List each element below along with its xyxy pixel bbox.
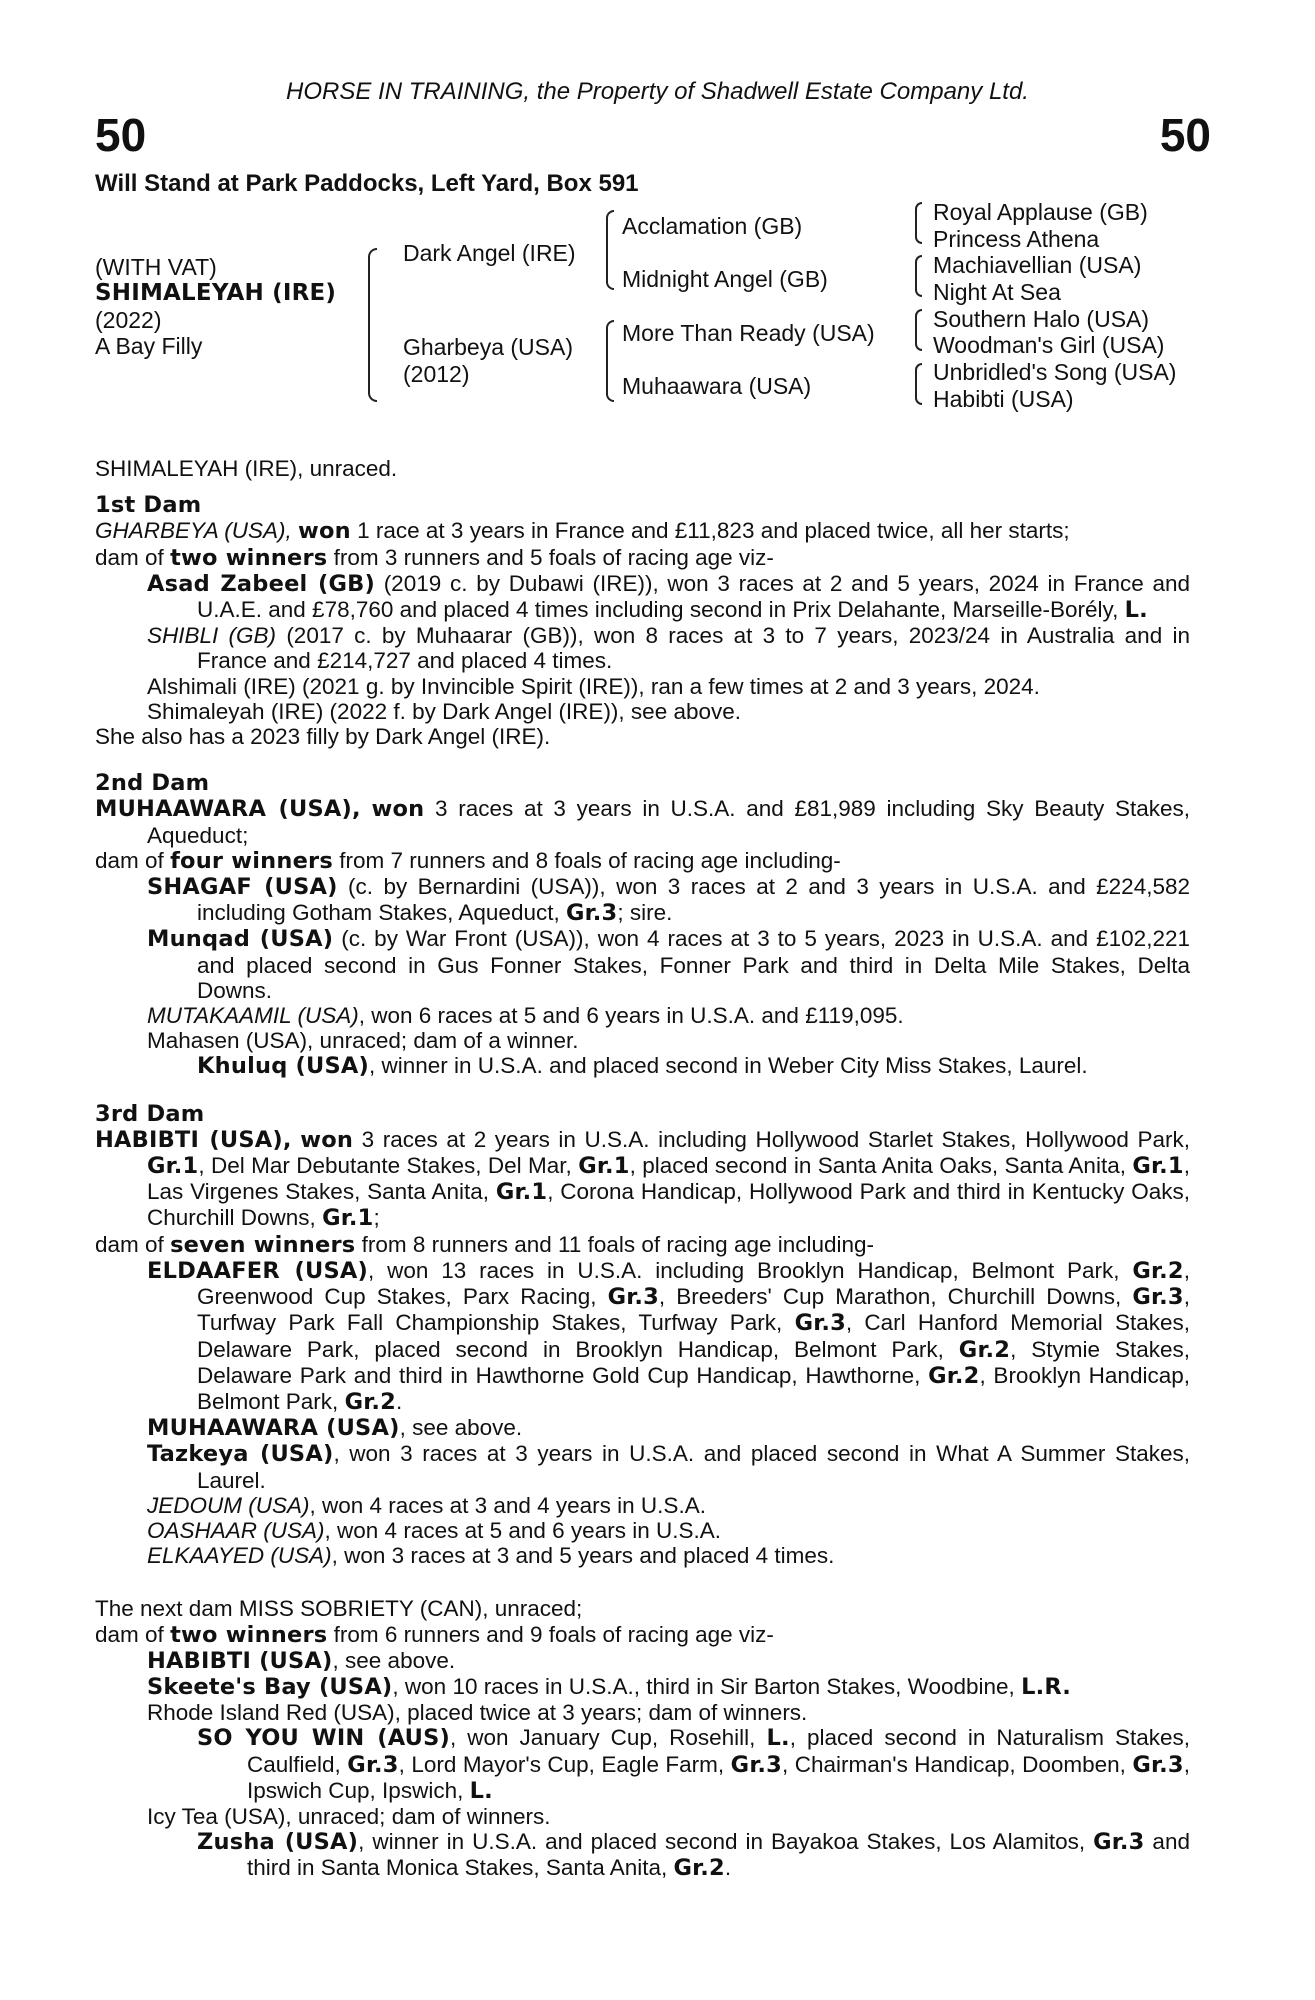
pedigree-sire-dam: Midnight Angel (GB) <box>622 266 828 292</box>
record-text: , won January Cup, Rosehill, <box>450 1725 756 1751</box>
grand-offspring-entry <box>95 1053 1190 1079</box>
second-dam-summary <box>95 796 1190 847</box>
pedigree-brace-g2 <box>915 255 922 297</box>
offspring-entry: Alshimali (IRE) (2021 g. by Invincible Spirit (IRE)), ran a few times at 2 and 3 years, 2024. <box>147 673 1040 699</box>
offspring-record: , won 6 races at 5 and 6 years in U.S.A. and £119,095. <box>358 1003 904 1029</box>
race-grade: Gr.2 <box>1132 1257 1184 1284</box>
offspring-record: , see above. <box>399 1415 523 1441</box>
record-text: , Greenwood Cup Stakes, Parx Racing, <box>197 1257 1190 1310</box>
record-text: , Lord Mayor's Cup, Eagle Farm, <box>398 1751 725 1777</box>
produce-summary: from 8 runners and 11 foals of racing age including- <box>361 1231 875 1257</box>
pedigree-sire-sire: Acclamation (GB) <box>622 213 803 239</box>
vat-label: (WITH VAT) <box>95 254 217 280</box>
record-text: , Breeders' Cup Marathon, Churchill Downs, <box>658 1284 1122 1310</box>
also-note: She also has a 2023 filly by Dark Angel (IRE). <box>95 724 551 750</box>
record-text: , Corona Handicap, Hollywood Park and third in Kentucky Oaks, Churchill Downs, <box>147 1179 1190 1231</box>
race-grade: L.R. <box>1021 1673 1072 1700</box>
next-dam-intro: The next dam MISS SOBRIETY (CAN), unraced; <box>95 1596 583 1622</box>
produce-summary: from 3 runners and 5 foals of racing age viz- <box>333 544 774 570</box>
pedigree-gen3-6: Woodman's Girl (USA) <box>933 332 1165 358</box>
lot-number-left: 50 <box>95 109 147 161</box>
offspring-name: HABIBTI (USA) <box>147 1647 333 1674</box>
offspring-entry <box>95 1674 1190 1700</box>
dam-of-label: dam of <box>95 544 164 570</box>
offspring-record: , won 4 races at 5 and 6 years in U.S.A. <box>324 1517 721 1543</box>
offspring-name: Asad Zabeel (GB) <box>147 570 375 597</box>
offspring-entry <box>95 1493 1190 1518</box>
second-dam-produce <box>95 848 1190 874</box>
pedigree-dam-year: (2012) <box>403 361 470 387</box>
third-dam-name: HABIBTI (USA), <box>95 1126 292 1153</box>
record-text: , Stymie Stakes, Delaware Park and third in Hawthorne Gold Cup Handicap, Hawthorne, <box>197 1336 1190 1388</box>
record-text: , placed second in Santa Anita Oaks, Santa Anita, <box>629 1153 1126 1179</box>
grand-offspring-entry <box>95 1829 1190 1881</box>
record-text: , Del Mar Debutante Stakes, Del Mar, <box>198 1153 572 1179</box>
race-grade: Gr.3 <box>730 1751 783 1778</box>
pedigree-brace-g4 <box>915 363 922 405</box>
lot-number-right: 50 <box>1159 109 1211 161</box>
produce-summary: from 6 runners and 9 foals of racing age viz- <box>333 1621 774 1647</box>
race-grade: Gr.2 <box>673 1855 725 1882</box>
offspring-record: (c. by Bernardini (USA)), won 3 races at 2 and 3 years in U.S.A. and £224,582 including Gotham Stakes, Aqueduct, <box>197 874 1190 926</box>
record-text: ; <box>373 1205 380 1231</box>
offspring-name: MUTAKAAMIL (USA) <box>147 1003 359 1029</box>
offspring-name: Tazkeya (USA) <box>147 1441 334 1468</box>
first-dam-summary <box>95 518 1190 544</box>
offspring-record: (2017 c. by Muhaarar (GB)), won 8 races at 3 to 7 years, 2023/24 in Australia and in France and £214,727 and placed 4 times. <box>197 623 1190 674</box>
pedigree-gen3-3: Machiavellian (USA) <box>933 252 1142 278</box>
dam-of-label: dam of <box>95 847 164 873</box>
race-grade: Gr.1 <box>1132 1153 1184 1180</box>
pedigree-brace-main <box>368 248 377 402</box>
offspring-entry <box>95 1415 1190 1441</box>
race-grade: Gr.3 <box>607 1284 659 1311</box>
race-grade: Gr.1 <box>147 1153 199 1180</box>
first-dam-name: GHARBEYA (USA), <box>95 518 292 544</box>
offspring-name: ELKAAYED (USA) <box>147 1543 332 1569</box>
first-dam-won: won <box>297 518 351 545</box>
second-dam-heading: 2nd Dam <box>95 770 210 797</box>
race-grade: Gr.1 <box>578 1153 630 1180</box>
offspring-record: , won 10 races in U.S.A., third in Sir Barton Stakes, Woodbine, <box>392 1673 1015 1699</box>
offspring-entry <box>95 874 1190 926</box>
record-text: , Brooklyn Handicap, Belmont Park, <box>197 1362 1190 1414</box>
stand-location: Will Stand at Park Paddocks, Left Yard, Box 591 <box>95 170 639 197</box>
race-grade: Gr.2 <box>928 1362 980 1389</box>
race-grade: Gr.1 <box>322 1205 374 1232</box>
race-grade: L. <box>1124 597 1148 624</box>
offspring-name: Zusha (USA) <box>197 1829 359 1856</box>
record-text: , Chairman's Handicap, Doomben, <box>782 1751 1126 1777</box>
offspring-record: , see above. <box>332 1647 456 1673</box>
pedigree-dam-sire: More Than Ready (USA) <box>622 320 875 346</box>
pedigree-gen3-7: Unbridled's Song (USA) <box>933 359 1177 385</box>
offspring-entry <box>95 1518 1190 1543</box>
pedigree-gen3-5: Southern Halo (USA) <box>933 306 1150 332</box>
offspring-entry <box>95 1648 1190 1674</box>
page-header: HORSE IN TRAINING, the Property of Shadwell Estate Company Ltd. <box>286 78 1029 105</box>
winners-count: seven winners <box>170 1231 356 1258</box>
offspring-entry: Icy Tea (USA), unraced; dam of winners. <box>147 1803 551 1829</box>
first-dam-record: 1 race at 3 years in France and £11,823 and placed twice, all her starts; <box>357 518 1070 544</box>
next-dam-produce <box>95 1622 1190 1648</box>
offspring-record: , winner in U.S.A. and placed second in Weber City Miss Stakes, Laurel. <box>369 1053 1088 1079</box>
offspring-entry <box>95 623 1190 673</box>
record-text: and third in Santa Monica Stakes, Santa Anita, <box>247 1829 1190 1881</box>
record-text: , Carl Hanford Memorial Stakes, Delaware Park, placed second in Brooklyn Handicap, Belmont Park, <box>197 1310 1190 1362</box>
offspring-entry: Rhode Island Red (USA), placed twice at 3 years; dam of winners. <box>147 1700 808 1726</box>
pedigree-gen3-4: Night At Sea <box>933 279 1061 305</box>
offspring-entry <box>95 1258 1190 1415</box>
horse-name: SHIMALEYAH (IRE) <box>95 280 337 306</box>
first-dam-heading: 1st Dam <box>95 492 202 519</box>
winners-count: four winners <box>170 847 333 874</box>
offspring-name: ELDAAFER (USA) <box>147 1257 368 1284</box>
race-grade: Gr.3 <box>794 1310 846 1337</box>
record-text: . <box>395 1388 403 1414</box>
pedigree-gen3-8: Habibti (USA) <box>933 386 1074 412</box>
dam-of-label: dam of <box>95 1231 164 1257</box>
offspring-name: MUHAAWARA (USA) <box>147 1415 400 1442</box>
offspring-name: Khuluq (USA) <box>197 1053 369 1080</box>
offspring-name: JEDOUM (USA) <box>147 1492 310 1518</box>
record-text: , Ipswich Cup, Ipswich, <box>247 1751 1190 1803</box>
record-text: , Las Virgenes Stakes, Santa Anita, <box>147 1153 1190 1205</box>
offspring-name: OASHAAR (USA) <box>147 1517 325 1543</box>
race-grade: Gr.3 <box>1132 1284 1184 1311</box>
third-dam-produce <box>95 1232 1190 1258</box>
third-dam-summary <box>95 1127 1190 1232</box>
offspring-entry <box>95 571 1190 623</box>
pedigree-gen3-2: Princess Athena <box>933 226 1100 252</box>
dam-of-label: dam of <box>95 1621 164 1647</box>
offspring-name: SO YOU WIN (AUS) <box>197 1725 450 1752</box>
record-text: 3 races at 2 years in U.S.A. including Hollywood Starlet Stakes, Hollywood Park, <box>361 1126 1190 1152</box>
offspring-record-tail: ; sire. <box>617 900 673 926</box>
race-grade: L. <box>469 1777 493 1804</box>
winners-count: two winners <box>170 1621 328 1648</box>
record-text: , winner in U.S.A. and placed second in Bayakoa Stakes, Los Alamitos, <box>358 1829 1086 1855</box>
intro-line: SHIMALEYAH (IRE), unraced. <box>95 456 398 481</box>
winners-count: two winners <box>170 544 328 571</box>
catalogue-body <box>95 456 1190 1882</box>
offspring-name: SHAGAF (USA) <box>147 874 338 901</box>
grand-offspring-entry <box>95 1725 1190 1804</box>
produce-summary: from 7 runners and 8 foals of racing age including- <box>339 847 841 873</box>
offspring-entry <box>95 1003 1190 1028</box>
pedigree-brace-g3 <box>915 309 922 351</box>
third-dam-heading: 3rd Dam <box>95 1100 205 1127</box>
second-dam-won: won <box>371 796 425 823</box>
race-grade: Gr.3 <box>1093 1829 1145 1856</box>
third-dam-won: won <box>300 1126 354 1153</box>
offspring-record: (c. by War Front (USA)), won 4 races at 3 to 5 years, 2023 in U.S.A. and £102,221 and placed second in Gus Fonner Stakes, Fonner Park and third in Delta Mile Stakes, Delta Downs. <box>197 926 1190 1003</box>
pedigree-dam-dam: Muhaawara (USA) <box>622 373 812 399</box>
horse-year: (2022) <box>95 307 162 333</box>
race-grade: L. <box>766 1725 790 1752</box>
offspring-record: , won 4 races at 3 and 4 years in U.S.A. <box>309 1492 706 1518</box>
pedigree-brace-sire <box>606 210 614 290</box>
offspring-name: SHIBLI (GB) <box>147 623 277 649</box>
race-grade: Gr.3 <box>347 1751 399 1778</box>
record-text: . <box>724 1855 732 1881</box>
horse-description: A Bay Filly <box>95 333 203 359</box>
race-grade: Gr.2 <box>344 1388 396 1415</box>
second-dam-record: 3 races at 3 years in U.S.A. and £81,989 including Sky Beauty Stakes, Aqueduct; <box>147 796 1190 848</box>
pedigree-sire: Dark Angel (IRE) <box>403 240 576 266</box>
offspring-name: Skeete's Bay (USA) <box>147 1673 393 1700</box>
offspring-record: (2019 c. by Dubawi (IRE)), won 3 races at 2 and 5 years, 2024 in France and U.A.E. and £78,760 and placed 4 times including second in Prix Delahante, Marseille-Borély, <box>197 570 1190 623</box>
offspring-entry <box>95 1441 1190 1492</box>
offspring-name: Munqad (USA) <box>147 926 334 953</box>
record-text: , won 13 races in U.S.A. including Brooklyn Handicap, Belmont Park, <box>367 1257 1120 1283</box>
offspring-entry: Shimaleyah (IRE) (2022 f. by Dark Angel (IRE)), see above. <box>147 698 742 724</box>
race-grade: Gr.1 <box>495 1179 548 1206</box>
first-dam-produce <box>95 545 1190 571</box>
pedigree-gen3-1: Royal Applause (GB) <box>933 199 1148 225</box>
record-text: , placed second in Naturalism Stakes, Caulfield, <box>247 1725 1190 1777</box>
pedigree-brace-g1 <box>915 202 922 244</box>
offspring-entry <box>95 926 1190 1003</box>
pedigree-brace-dam <box>606 320 614 402</box>
offspring-record: , won 3 races at 3 and 5 years and placed 4 times. <box>331 1543 835 1569</box>
second-dam-name: MUHAAWARA (USA), <box>95 796 361 823</box>
record-text: , Turfway Park Fall Championship Stakes, Turfway Park, <box>197 1284 1190 1336</box>
offspring-record: , won 3 races at 3 years in U.S.A. and placed second in What A Summer Stakes, Laurel. <box>197 1441 1190 1493</box>
offspring-entry: Mahasen (USA), unraced; dam of a winner. <box>147 1028 579 1054</box>
offspring-entry <box>95 1543 1190 1568</box>
race-grade: Gr.3 <box>1132 1751 1184 1778</box>
race-grade: Gr.2 <box>958 1336 1011 1363</box>
race-grade: Gr.3 <box>566 900 618 927</box>
pedigree-dam: Gharbeya (USA) <box>403 334 574 360</box>
